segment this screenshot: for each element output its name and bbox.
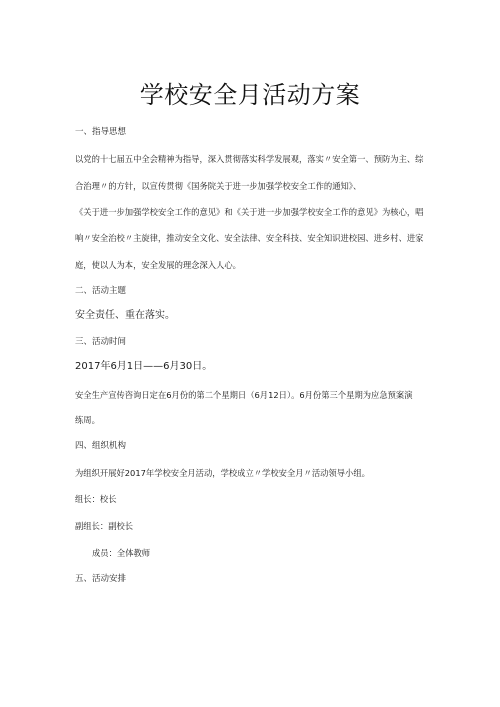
members-line: 成员：全体教师: [92, 548, 151, 558]
paragraph-line: 《关于进一步加强学校安全工作的意见》和《关于进一步加强学校安全工作的意见》为核心，唱: [75, 207, 424, 217]
activity-time-text: 2017年6月1日——6月30日。: [75, 361, 213, 372]
section-heading-activity-time: 三、活动时间: [75, 337, 127, 347]
document-title: 学校安全月活动方案: [139, 81, 361, 109]
section-heading-activity-theme: 二、活动主题: [75, 286, 127, 296]
section-heading-activity-arrangement: 五、活动安排: [75, 574, 127, 584]
activity-theme-text: 安全责任、重在落实。: [75, 310, 175, 321]
paragraph-line: 庭，使以人为本，安全发展的理念深入人心。: [75, 260, 241, 270]
paragraph-line: 为组织开展好2017年学校安全月活动，学校成立〃学校安全月〃活动领导小组。: [75, 468, 370, 478]
deputy-leader-line: 副组长：副校长: [75, 521, 134, 531]
paragraph-line: 响〃安全治校〃主旋律，推动安全文化、安全法律、安全科技、安全知识进校园、进乡村、进家: [75, 233, 424, 243]
paragraph-line: 合治理〃的方针，以宣传贯彻《国务院关于进一步加强学校安全工作的通知》、: [75, 181, 362, 191]
paragraph-line: 练周。: [75, 415, 100, 425]
section-heading-guiding-ideology: 一、指导思想: [75, 127, 127, 137]
section-heading-organization: 四、组织机构: [75, 441, 127, 451]
team-leader-line: 组长：校长: [75, 494, 117, 504]
paragraph-line: 安全生产宣传咨询日定在6月份的第二个星期日（6月12日）。6月份第三个星期为应急预案演: [75, 390, 413, 400]
paragraph-line: 以党的十七届五中全会精神为指导，深入贯彻落实科学发展观，落实〃安全第一、预防为主、综: [75, 154, 424, 164]
